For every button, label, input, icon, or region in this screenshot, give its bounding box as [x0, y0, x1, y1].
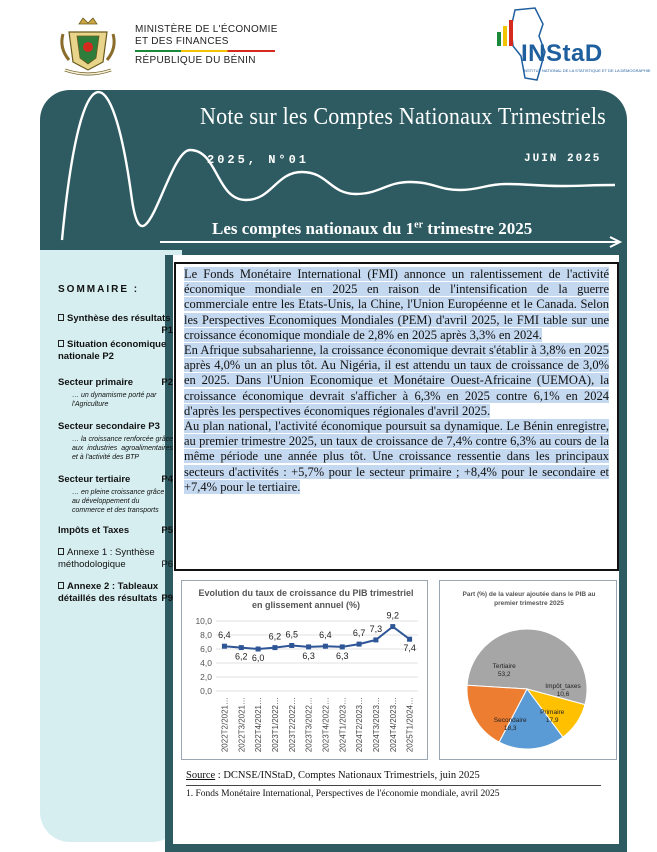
- checkbox-icon: [58, 548, 64, 555]
- toc-item-tertiaire[interactable]: [58, 474, 173, 515]
- toc-page: P2: [161, 377, 173, 388]
- value-added-share-chart: [439, 580, 617, 760]
- source-label: Source: [186, 770, 216, 781]
- toc-sub: … en pleine croissance grâce au développement du commerce et des transports: [72, 489, 165, 514]
- data-point: [256, 647, 261, 652]
- x-tick-label: 2023T3/2022…: [304, 697, 314, 753]
- slice-name: Primaire: [540, 709, 565, 717]
- data-point: [357, 642, 362, 647]
- checkbox-icon: [58, 582, 64, 589]
- y-tick-label: 6,0: [200, 644, 212, 654]
- line-chart-svg: [182, 581, 427, 759]
- instad-name: INStaD: [521, 40, 603, 67]
- data-point: [306, 644, 311, 649]
- data-label: 6,2: [234, 651, 248, 662]
- source-text: : DCNSE/INStaD, Comptes Nationaux Trimestriels, juin 2025: [215, 770, 480, 781]
- data-label: 6,3: [302, 650, 315, 661]
- ministry-line1: MINISTÈRE DE L'ÉCONOMIE: [135, 24, 278, 35]
- paragraph-text: En Afrique subsaharienne, la croissance économique devrait s'établir à 3,8% en 2025 après 4,0% un an plus tôt. Au Nigéria, il est attendu un taux de croissance de 3,0% en 2025. Dans l'Union Economique et Monétaire Ouest-Africaine (UEMOA), la croissance économique devrait s'afficher à 6,3% en 2025 contre 6,1% en 2024 d'après les perspectives économiques régionales d'avril 2025.: [184, 343, 609, 418]
- toc-item-annexe1[interactable]: [58, 547, 173, 571]
- x-tick-label: 2023T1/2022…: [270, 697, 280, 753]
- toc-label: Secteur tertiaire: [58, 474, 131, 485]
- sommaire-title: SOMMAIRE :: [58, 284, 140, 295]
- slice-value: 10,6: [556, 690, 570, 698]
- data-point: [239, 645, 244, 650]
- data-label: 6,4: [218, 630, 231, 641]
- toc-sub: … un dynamisme porté par l'Agriculture: [72, 392, 157, 408]
- paragraph-global: [184, 267, 609, 343]
- checkbox-icon: [58, 314, 64, 321]
- data-label: 6,0: [251, 653, 265, 663]
- data-label: 6,5: [285, 629, 299, 640]
- toc-item-impots[interactable]: [58, 525, 173, 537]
- toc-page: P9: [161, 593, 173, 604]
- footnote-rule: [186, 785, 601, 786]
- ministry-block: [55, 14, 285, 84]
- x-tick-label: 2024T3/2023…: [371, 697, 381, 753]
- slice-value: 17,9: [545, 717, 559, 725]
- data-label: 6,7: [352, 628, 366, 639]
- coat-of-arms-logo: [55, 14, 121, 80]
- instad-logo: [485, 6, 651, 82]
- data-point: [390, 624, 395, 629]
- chart-title: Evolution du taux de croissance du PIB trimestriel en glissement annuel (%): [198, 588, 414, 610]
- toc-page: P1: [161, 325, 173, 336]
- x-tick-label: 2022T2/2021…: [220, 697, 230, 753]
- data-point: [373, 637, 378, 642]
- toc-page: P4: [161, 474, 173, 485]
- slice-value: 53,2: [497, 671, 511, 678]
- toc-item-primaire[interactable]: [58, 377, 173, 409]
- toc-item-annexe2[interactable]: [58, 581, 173, 605]
- data-label: 7,4: [403, 643, 416, 654]
- subtitle-post: trimestre 2025: [423, 219, 533, 238]
- x-tick-label: 2023T2/2022…: [287, 697, 297, 753]
- checkbox-icon: [58, 340, 64, 347]
- toc-label: Secteur secondaire P3: [58, 421, 160, 432]
- slice-name: Tertiaire: [492, 663, 516, 670]
- slice-name: Secondaire: [493, 717, 527, 724]
- toc-item-secondaire[interactable]: [58, 421, 173, 462]
- data-point: [323, 644, 328, 649]
- paragraph-text: Au plan national, l'activité économique poursuit sa dynamique. Le Bénin enregistre, au premier trimestre 2025, un taux de croissance de 7,4% contre 6,3% au cours de la même période une année plus tôt. Une croissance ressentie dans les principaux secteurs d'activités : +5,7% pour le secteur primaire ; +8,4% pour le secondaire et +7,4% pour le tertiaire.: [184, 419, 609, 494]
- x-tick-label: 2022T4/2021…: [254, 697, 264, 753]
- toc-label: Secteur primaire: [58, 377, 133, 388]
- toc-label: Impôts et Taxes: [58, 525, 130, 536]
- issue-number: 2025, N°01: [207, 153, 310, 167]
- summary-textbox: [174, 262, 619, 571]
- ministry-line3: RÉPUBLIQUE DU BÉNIN: [135, 55, 256, 66]
- issue-date: JUIN 2025: [524, 153, 602, 165]
- slice-name: Impôt_taxes: [545, 682, 581, 690]
- frame-right-bar: [619, 250, 627, 852]
- toc-page: P6: [161, 559, 173, 570]
- x-tick-label: 2022T3/2021…: [237, 697, 247, 753]
- data-label: 9,2: [386, 610, 400, 621]
- data-point: [222, 644, 227, 649]
- ministry-line2: ET DES FINANCES: [135, 36, 229, 47]
- toc-label: Synthèse des résultats: [67, 313, 171, 324]
- toc-page: P5: [161, 525, 173, 536]
- data-label: 6,3: [335, 650, 349, 661]
- toc-sub: … la croissance renforcée grâce aux industries agroalimentaires et à l'activité des BTP: [72, 436, 173, 461]
- y-tick-label: 4,0: [200, 658, 212, 668]
- data-point: [272, 645, 277, 650]
- chart-title: Part (%) de la valeur ajoutée dans le PIB au premier trimestre 2025: [462, 591, 596, 607]
- document-title: Note sur les Comptes Nationaux Trimestriels: [200, 104, 606, 130]
- data-label: 7,3: [369, 623, 383, 634]
- x-tick-label: 2025T1/2024…: [405, 697, 415, 753]
- instad-subtitle: INSTITUT NATIONAL DE LA STATISTIQUE ET DE LA DÉMOGRAPHIE: [523, 68, 651, 73]
- section-subtitle: [212, 219, 532, 239]
- data-label: 6,4: [319, 630, 332, 641]
- toc-item-synthese[interactable]: [58, 313, 173, 336]
- paragraph-africa: [184, 343, 609, 419]
- y-tick-label: 8,0: [200, 630, 212, 640]
- paragraph-text: Le Fonds Monétaire International (FMI) annonce un ralentissement de l'activité économique mondiale en 2025 en raison de l'intensification de la guerre commerciale entre les Etats-Unis, la Chine, l'Union Européenne et le Canada. Selon les Perspectives Economiques Mondiales (PEM) d'avril 2025, le FMI table sur une croissance économique mondiale de 2,8% en 2025 après 3,3% en 2024.: [184, 267, 609, 342]
- paragraph-national: [184, 419, 609, 495]
- sommaire: [58, 284, 173, 619]
- subtitle-sup: er: [414, 219, 424, 231]
- pie-chart-svg: [440, 581, 616, 759]
- data-point: [289, 643, 294, 648]
- slice-value: 18,3: [503, 725, 517, 732]
- x-tick-label: 2024T2/2023…: [355, 697, 365, 753]
- footnote: 1. Fonds Monétaire International, Perspectives de l'économie mondiale, avril 2025: [186, 789, 500, 799]
- x-tick-label: 2023T4/2022…: [321, 697, 331, 753]
- source-note: [186, 770, 480, 781]
- x-tick-label: 2024T4/2023…: [388, 697, 398, 753]
- toc-label: Annexe 2 : Tableaux détaillés des résultats: [58, 581, 159, 604]
- x-tick-label: 2024T1/2023…: [338, 697, 348, 753]
- gdp-growth-chart: [181, 580, 428, 760]
- toc-item-situation[interactable]: [58, 339, 173, 363]
- toc-label: Situation économique nationale P2: [58, 339, 167, 362]
- toc-label: Annexe 1 : Synthèse méthodologique: [58, 547, 155, 570]
- data-point: [340, 644, 345, 649]
- y-tick-label: 10,0: [195, 616, 212, 626]
- flag-rule: [135, 50, 275, 52]
- subtitle-pre: Les comptes nationaux du 1: [212, 219, 415, 238]
- y-tick-label: 0,0: [200, 686, 212, 696]
- data-label: 6,2: [268, 631, 282, 642]
- y-tick-label: 2,0: [200, 672, 212, 682]
- ministry-text: [135, 24, 278, 67]
- data-point: [407, 637, 412, 642]
